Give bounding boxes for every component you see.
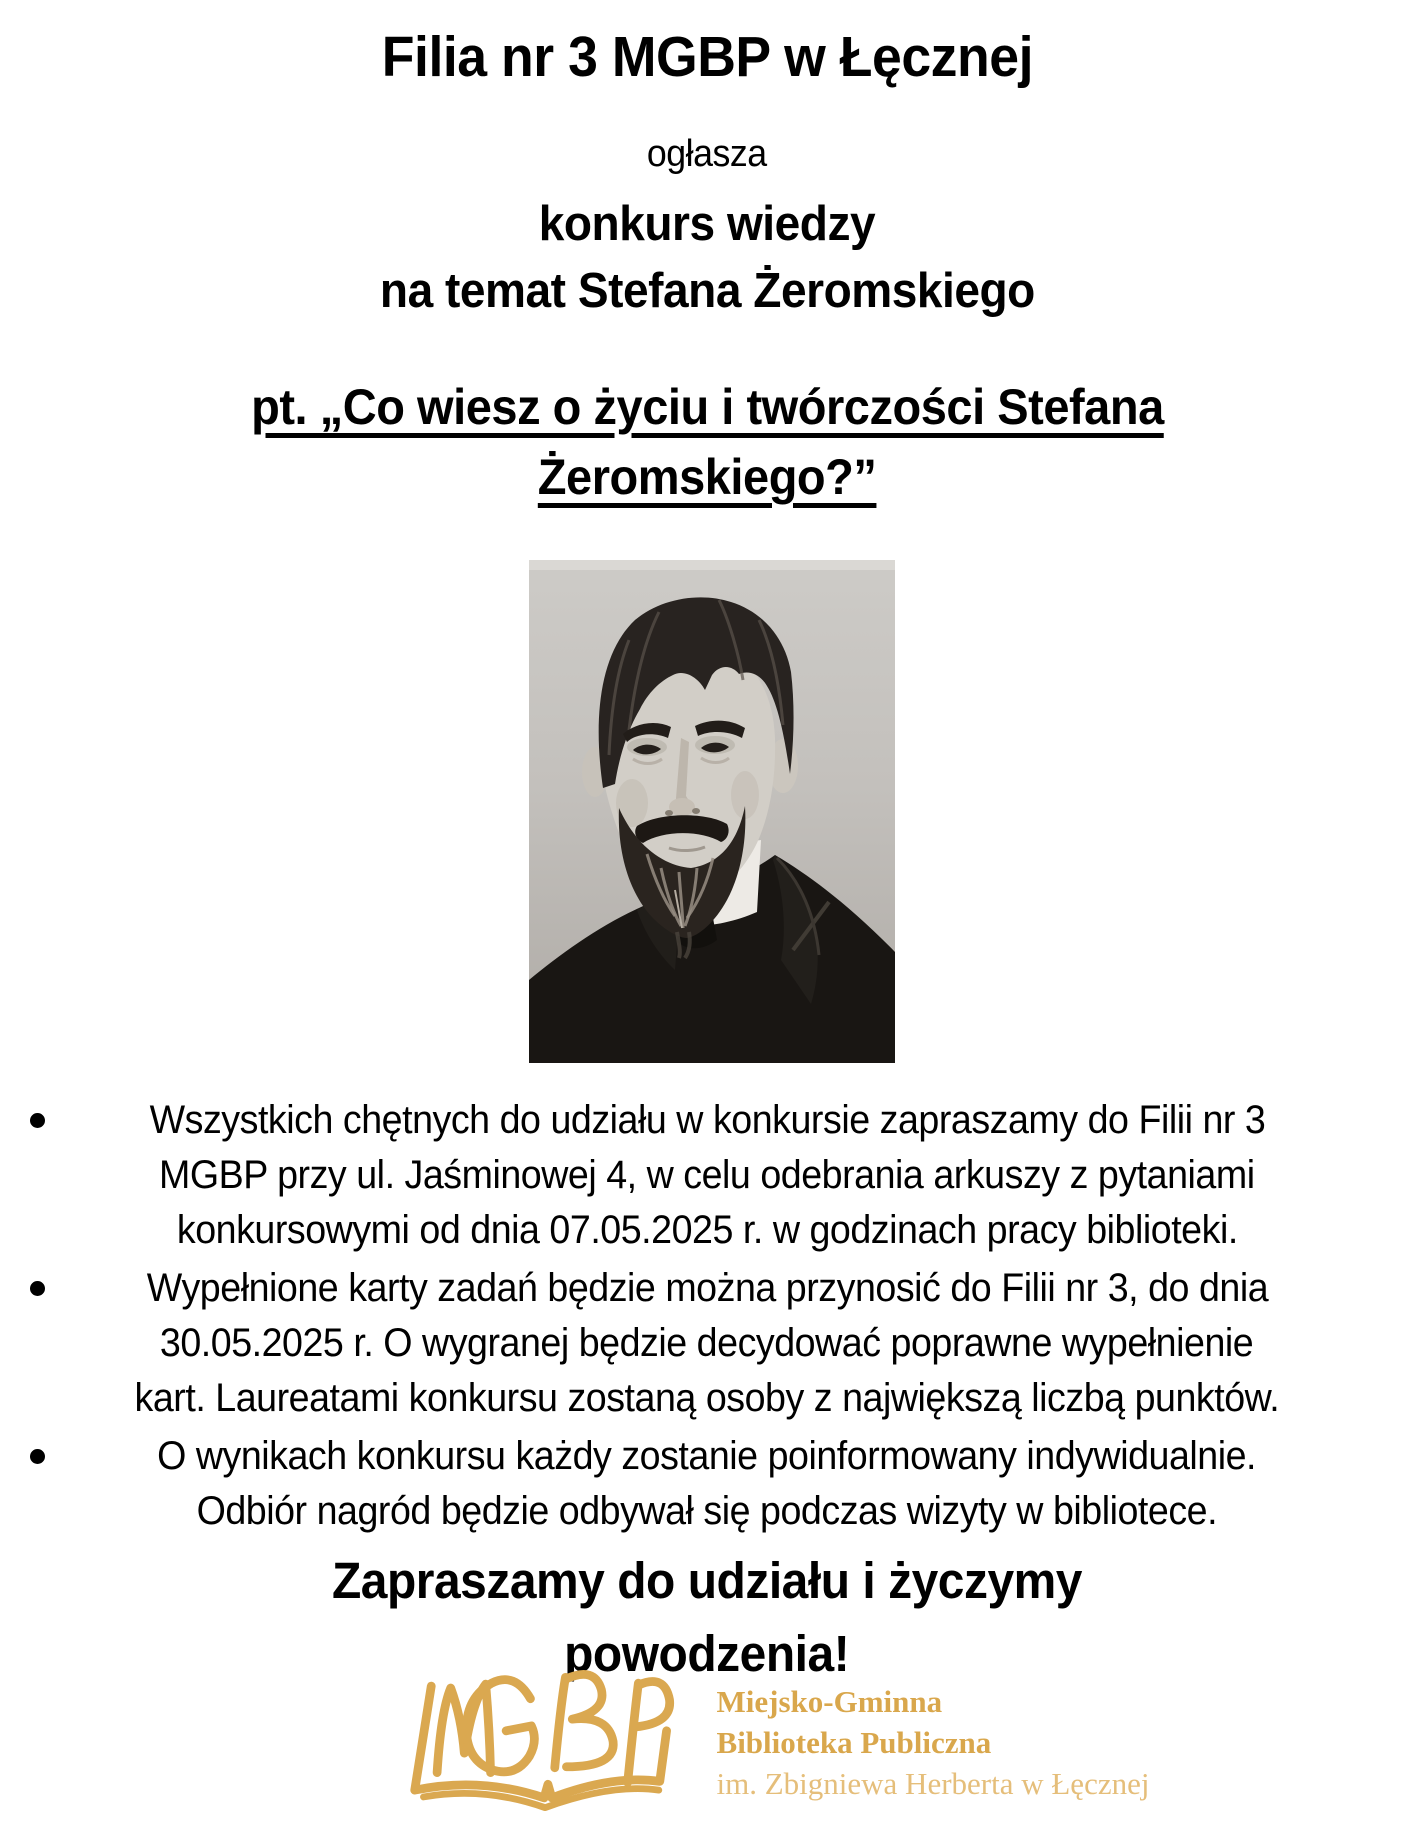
portrait-photo: [529, 560, 895, 1063]
header-line-2: [0, 128, 1414, 180]
header-line-1-text: Filia nr 3 MGBP w Łęcznej: [381, 25, 1033, 89]
list-item: [0, 1261, 1414, 1426]
header-line-2-text: ogłasza: [647, 133, 767, 176]
header-line-3: [0, 194, 1414, 255]
bullet-1-line-1: Wszystkich chętnych do udziału w konkursie zapraszamy do Filii nr 3: [149, 1098, 1265, 1143]
bullet-2-line-3: kart. Laureatami konkursu zostaną osoby z największą liczbą punktów.: [134, 1376, 1280, 1421]
bullet-3-line-1: O wynikach konkursu każdy zostanie poinformowany indywidualnie.: [157, 1434, 1257, 1479]
bullet-1-line-3: konkursowymi od dnia 07.05.2025 r. w godzinach pracy biblioteki.: [176, 1208, 1238, 1253]
library-logo: [70, 1666, 1414, 1818]
header-line-3-text: konkurs wiedzy: [538, 197, 876, 252]
library-name-line-3: im. Zbigniewa Herberta w Łęcznej: [716, 1765, 1150, 1801]
header-line-1: [0, 24, 1414, 90]
bullet-1-line-2: MGBP przy ul. Jaśminowej 4, w celu odebrania arkuszy z pytaniami: [159, 1153, 1255, 1198]
library-name-line-2: Biblioteka Publiczna: [716, 1724, 992, 1760]
mgbp-open-book-icon: [405, 1666, 687, 1818]
list-item: [0, 1093, 1414, 1258]
closing-line-1: Zapraszamy do udziału i życzymy: [331, 1552, 1083, 1610]
header-line-4: [0, 261, 1414, 322]
bullet-list: [0, 1093, 1414, 1539]
header-line-4-text: na temat Stefana Żeromskiego: [379, 264, 1035, 319]
bullet-2-line-1: Wypełnione karty zadań będzie można przynosić do Filii nr 3, do dnia: [146, 1266, 1268, 1311]
poster: [0, 24, 1414, 1818]
list-item: [0, 1429, 1414, 1539]
contest-title-line-1: pt. „Co wiesz o życiu i twórczości Stefana: [250, 379, 1164, 436]
closing-line-2: powodzenia!: [564, 1625, 850, 1683]
bullet-2-line-2: 30.05.2025 r. O wygranej będzie decydować poprawne wypełnienie: [160, 1321, 1254, 1366]
library-name: [717, 1681, 1150, 1804]
portrait-stefan-zeromski-image: [529, 560, 895, 1063]
contest-title-line-2: Żeromskiego?”: [537, 449, 877, 506]
library-name-line-1: Miejsko-Gminna: [716, 1683, 943, 1719]
contest-title: [0, 372, 1414, 512]
bullet-3-line-2: Odbiór nagród będzie odbywał się podczas wizyty w bibliotece.: [196, 1489, 1218, 1534]
